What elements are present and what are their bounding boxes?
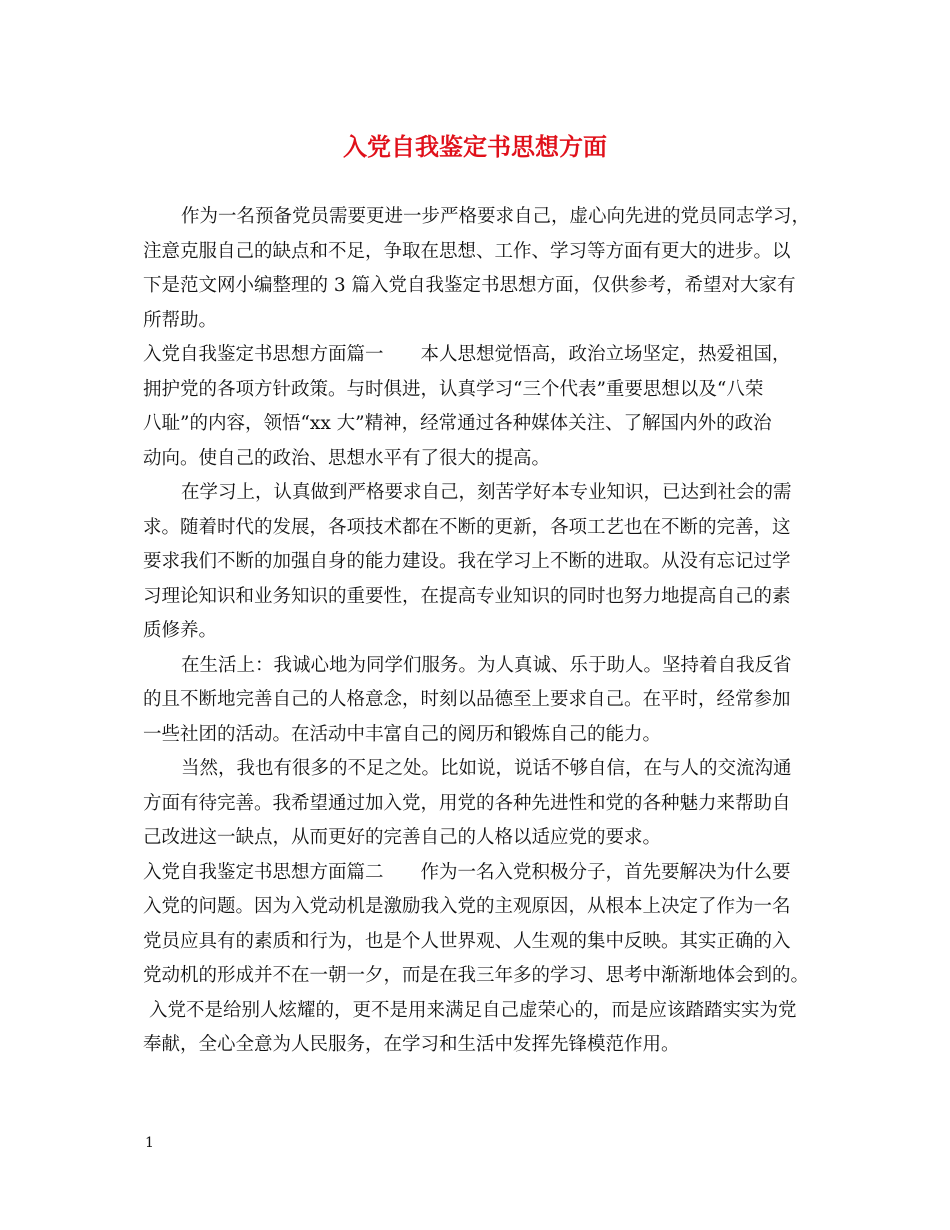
body-line: 作为一名预备党员需要更进一步严格要求自己，虚心向先进的党员同志学习， (181, 206, 811, 227)
page-number: 1 (145, 1135, 154, 1151)
section-heading-line: 入党自我鉴定书思想方面篇一 本人思想觉悟高，政治立场坚定，热爱祖国， (143, 344, 791, 365)
body-line: 在学习上，认真做到严格要求自己，刻苦学好本专业知识，已达到社会的需 (181, 482, 792, 503)
document-title: 入党自我鉴定书思想方面 (343, 132, 607, 161)
body-line: 的且不断地完善自己的人格意念，时刻以品德至上要求自己。在平时，经常参加 (143, 689, 791, 710)
body-line: 求。随着时代的发展，各项技术都在不断的更新，各项工艺也在不断的完善，这 (143, 516, 791, 538)
body-line: 注意克服自己的缺点和不足，争取在思想、工作、学习等方面有更大的进步。以 (143, 240, 791, 262)
body-line: 奉献，全心全意为人民服务，在学习和生活中发挥先锋模范作用。 (143, 1034, 680, 1055)
body-line: 己改进这一缺点，从而更好的完善自己的人格以适应党的要求。 (143, 827, 662, 848)
body-line: 当然，我也有很多的不足之处。比如说，说话不够自信，在与人的交流沟通 (181, 758, 792, 779)
body-line: 在生活上：我诚心地为同学们服务。为人真诚、乐于助人。坚持着自我反省 (181, 654, 792, 676)
body-line: 要求我们不断的加强自身的能力建设。我在学习上不断的进取。从没有忘记过学 (143, 551, 791, 572)
body-line: 入党的问题。因为入党动机是激励我入党的主观原因，从根本上决定了作为一名 (143, 896, 791, 917)
body-line: 下是范文网小编整理的 3 篇入党自我鉴定书思想方面，仅供参考，希望对大家有 (143, 275, 796, 296)
body-line: 质修养。 (143, 620, 218, 641)
body-line: 入党不是给别人炫耀的，更不是用来满足自己虚荣心的，而是应该踏踏实实为党 (149, 999, 797, 1021)
document-body (143, 200, 833, 1063)
body-line: 所帮助。 (143, 309, 218, 331)
body-line: 方面有待完善。我希望通过加入党，用党的各种先进性和党的各种魅力来帮助自 (143, 792, 791, 814)
body-line: 拥护党的各项方针政策。与时俱进，认真学习“三个代表”重要思想以及“八荣 (143, 378, 764, 400)
section-heading-line: 入党自我鉴定书思想方面篇二 作为一名入党积极分子，首先要解决为什么要 (143, 861, 791, 883)
body-line: 八耻”的内容，领悟“xx 大”精神，经常通过各种媒体关注、了解国内外的政治 (143, 413, 772, 434)
body-line: 党员应具有的素质和行为，也是个人世界观、人生观的集中反映。其实正确的入 (143, 930, 791, 952)
body-line: 党动机的形成并不在一朝一夕，而是在我三年多的学习、思考中渐渐地体会到的。 (143, 965, 810, 986)
body-line: 一些社团的活动。在活动中丰富自己的阅历和锻炼自己的能力。 (143, 723, 662, 745)
body-line: 动向。使自己的政治、思想水平有了很大的提高。 (143, 447, 551, 469)
body-line: 习理论知识和业务知识的重要性，在提高专业知识的同时也努力地提高自己的素 (143, 585, 791, 607)
